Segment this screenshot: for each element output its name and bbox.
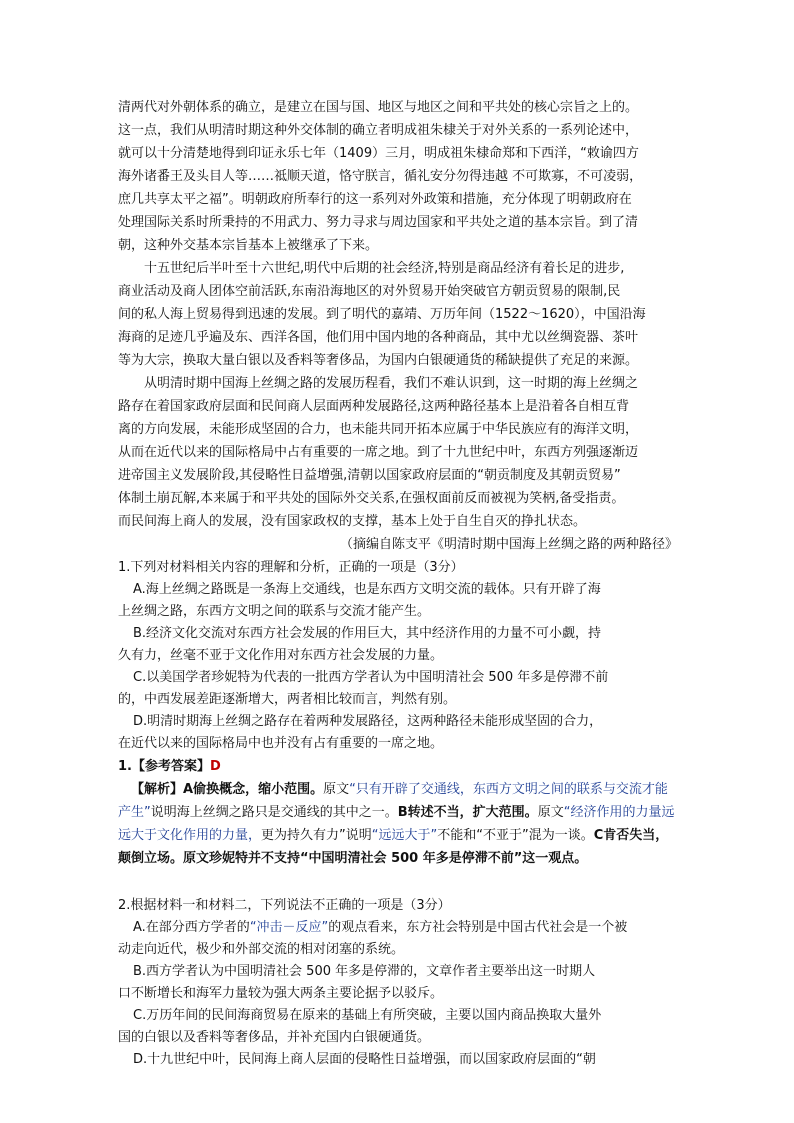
option-b (118, 961, 680, 1005)
option-a (118, 917, 680, 961)
text-line: 进帝国主义发展阶段,其侵略性日益增强,清朝以国家政府层面的“朝贡制度及其朝贡贸易” (118, 468, 621, 483)
option-line: A.海上丝绸之路既是一条海上交通线，也是东西方文明交流的载体。只有开辟了海 (133, 582, 601, 597)
question-2-stem: 2.根据材料一和材料二，下列说法不正确的一项是（3分） (118, 898, 451, 913)
option-c (118, 667, 680, 711)
text-line: 这一点，我们从明清时期这种外交体制的确立者明成祖朱棣关于对外关系的一系列论述中， (118, 123, 639, 138)
analysis-text: 原文 (323, 782, 350, 797)
option-line: C.以美国学者珍妮特为代表的一批西方学者认为中国明清社会 500 年多是停滞不前 (133, 670, 609, 685)
option-line: 国的白银以及香料等奢侈品，并补充国内白银硬通货。 (118, 1030, 431, 1045)
option-line: 的，中西发展差距逐渐增大，两者相比较而言，判然有别。 (118, 692, 457, 707)
analysis-block (118, 778, 680, 870)
option-text: A.在部分西方学者的 (133, 920, 250, 935)
option-d (118, 1049, 680, 1071)
option-line: B.经济文化交流对东西方社会发展的作用巨大，其中经济作用的力量不可小觑，持 (133, 626, 602, 641)
analysis-point-a: A偷换概念，缩小范围。 (183, 782, 324, 797)
option-line: 久有力，丝毫不亚于文化作用对东西方社会发展的力量。 (118, 648, 444, 663)
analysis-quote: “经济作用的力量远远大于文化作用的力量， (118, 805, 675, 843)
text-line: 体制土崩瓦解,本来属于和平共处的国际外交关系,在强权面前反而被视为笑柄,备受指责。 (118, 491, 625, 506)
option-b (118, 623, 680, 667)
text-line: 十五世纪后半叶至十六世纪,明代中后期的社会经济,特别是商品经济有着长足的进步, (144, 261, 625, 276)
text-line: 庶几共享太平之福”。明朝政府所奉行的这一系列对外政策和措施，充分体现了明朝政府在 (118, 192, 632, 207)
text-line: 离的方向发展，未能形成坚固的合力，也未能共同开拓本应属于中华民族应有的海洋文明， (118, 422, 639, 437)
spacer (118, 870, 680, 894)
analysis-text: 说明海上丝绸之路只是交通线的其中之一。 (150, 805, 398, 820)
question-2-options (118, 917, 680, 1071)
source-citation: （摘编自陈支平《明清时期中国海上丝绸之路的两种路径》 (339, 537, 678, 552)
analysis-text: 更为持久有力”说明 (261, 828, 372, 843)
option-text: 的观点看来，东方社会特别是中国古代社会是一个被 (328, 920, 628, 935)
text-line: 间的私人海上贸易得到迅速的发展。到了明代的嘉靖、万历年间（1522～1620），中国沿海 (118, 307, 646, 322)
text-line: 处理国际关系时所秉持的不用武力、努力寻求与周边国家和平共处之道的基本宗旨。到了清 (118, 215, 639, 230)
question-1-stem: 1.下列对材料相关内容的理解和分析，正确的一项是（3分） (118, 560, 464, 575)
text-line: 就可以十分清楚地得到印证永乐七年（1409）三月，明成祖朱棣命郑和下西洋，“敕谕四方 (118, 146, 639, 161)
material-paragraph-2 (118, 257, 680, 372)
question-1-options (118, 579, 680, 755)
analysis-text: 不能和“不亚于”混为一谈。 (437, 828, 594, 843)
text-line: 从明清时期中国海上丝绸之路的发展历程看，我们不难认识到，这一时期的海上丝绸之 (144, 376, 639, 391)
option-line (133, 917, 680, 939)
analysis-text: 原文珍妮特并不支持“中国明清社会 500 年多是停滞不前”这一观点。 (183, 851, 588, 866)
option-line: D.十九世纪中叶，民间海上商人层面的侵略性日益增强，而以国家政府层面的“朝 (133, 1052, 596, 1067)
option-line: 口不断增长和海军力量较为强大两条主要论据予以驳斥。 (118, 986, 444, 1001)
text-line: 海商的足迹几乎遍及东、西洋各国，他们用中国内地的各种商品，其中尤以丝绸瓷器、茶叶 (118, 330, 639, 345)
option-d (118, 711, 680, 755)
answer-letter: D (209, 759, 221, 774)
document-page (118, 96, 680, 1071)
text-line: 等为大宗，换取大量白银以及香料等奢侈品，为国内白银硬通货的稀缺提供了充足的来源。 (118, 353, 639, 368)
text-line: 朝，这种外交基本宗旨基本上被继承了下来。 (118, 238, 379, 253)
option-line: 在近代以来的国际格局中也并没有占有重要的一席之地。 (118, 736, 444, 751)
text-line: 路存在着国家政府层面和民间商人层面两种发展路径,这两种路径基本上是沿着各自相互背 (118, 399, 630, 414)
text-line: 从而在近代以来的国际格局中占有重要的一席之地。到了十九世纪中叶，东西方列强逐渐迈 (118, 445, 639, 460)
option-line: D.明清时期海上丝绸之路存在着两种发展路径，这两种路径未能形成坚固的合力， (133, 714, 603, 729)
analysis-quote: “只有开辟了交通线，东西方文明之间的联系与交流才能产生” (118, 782, 668, 820)
material-paragraph-3 (118, 372, 680, 533)
material-paragraph-1 (118, 96, 680, 257)
option-a (118, 579, 680, 623)
option-line: C.万历年间的民间海商贸易在原来的基础上有所突破，主要以国内商品换取大量外 (133, 1008, 602, 1023)
option-c (118, 1005, 680, 1049)
text-line: 清两代对外朝体系的确立，是建立在国与国、地区与地区之间和平共处的核心宗旨之上的。 (118, 100, 639, 115)
answer-label: 1.【参考答案】 (118, 759, 210, 774)
text-line: 商业活动及商人团体空前活跃,东南沿海地区的对外贸易开始突破官方朝贡贸易的限制,民 (118, 284, 621, 299)
analysis-tag: 【解析】 (131, 782, 184, 797)
text-line: 而民间海上商人的发展，没有国家政权的支撑，基本上处于自生自灭的挣扎状态。 (118, 514, 587, 529)
option-line: 动走向近代，极少和外部交流的相对闭塞的系统。 (118, 942, 405, 957)
analysis-point-c: C肯否失当，颠倒立场。 (118, 828, 669, 866)
option-quote: “冲击－反应” (249, 920, 329, 935)
analysis-text: 原文 (537, 805, 564, 820)
analysis-point-b: B转述不当，扩大范围。 (397, 805, 538, 820)
option-line: 上丝绸之路，东西方文明之间的联系与交流才能产生。 (118, 604, 431, 619)
analysis-quote: “远远大于” (371, 828, 438, 843)
option-line: B.西方学者认为中国明清社会 500 年多是停滞的，文章作者主要举出这一时期人 (133, 964, 596, 979)
text-line: 海外诸番王及头目人等……祗顺天道，恪守朕言，循礼安分勿得违越 不可欺寡，不可凌弱， (118, 169, 643, 184)
answer-line (118, 755, 680, 778)
